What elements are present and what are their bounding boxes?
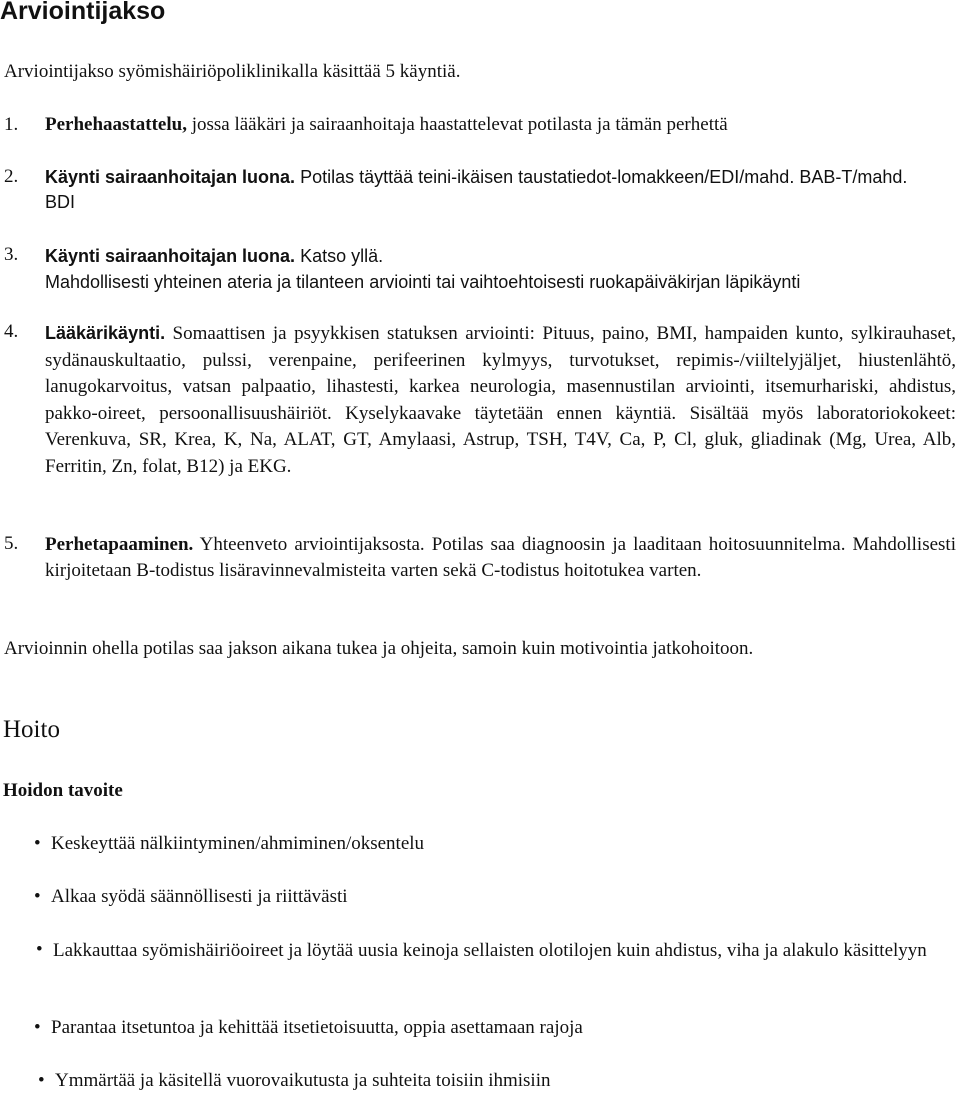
bullet-text-5: Ymmärtää ja käsitellä vuorovaikutusta ja suhteita toisiin ihmisiin	[55, 1070, 551, 1091]
bullet-dot: •	[36, 939, 43, 960]
step-4-heading: Lääkärikäynti.	[45, 323, 166, 343]
step-5-number: 5.	[4, 533, 19, 554]
intro-text: Arviointijakso syömishäiriöpoliklinikalla käsittää 5 käyntiä.	[4, 61, 461, 82]
step-3-number: 3.	[4, 244, 19, 265]
step-2-heading: Käynti sairaanhoitajan luona.	[45, 167, 296, 187]
step-5-text: Yhteenveto arviointijaksosta. Potilas saa diagnoosin ja laaditaan hoitosuunnitelma. Mahdollisesti kirjoitetaan B-todistus lisäravinnevalmisteita varten sekä C-todistus hoitotukea varten.	[45, 534, 956, 581]
bullet-text-4: Parantaa itsetuntoa ja kehittää itsetietoisuutta, oppia asettamaan rajoja	[51, 1017, 583, 1038]
step-1-number: 1.	[4, 114, 19, 135]
bullet-text-2: Alkaa syödä säännöllisesti ja riittävästi	[51, 886, 348, 907]
step-1-heading: Perhehaastattelu,	[45, 114, 187, 135]
step-2-text: Potilas täyttää teini-ikäisen taustatiedot-lomakkeen/EDI/mahd. BAB-T/mahd. BDI	[45, 167, 908, 212]
step-1-text: jossa lääkäri ja sairaanhoitaja haastattelevat potilasta ja tämän perhettä	[186, 114, 728, 135]
step-4-text: Somaattisen ja psyykkisen statuksen arviointi: Pituus, paino, BMI, hampaiden kunto, sylkirauhaset, sydänauskultaatio, pulssi, verenpaine, perifeerinen kylmyys, turvotukset, repimis-/viiltelyjäljet, hiustenlähtö, lanugokarvoitus, vatsan palpaatio, lihastesti, karkea neurologia, masennustilan arviointi, itsemurhariski, ahdistus, pakko-oireet, persoonallisuushäiriöt. Kyselykaavake täytetään ennen käyntiä. Sisältää myös laboratoriokokeet: Verenkuva, SR, Krea, K, Na, ALAT, GT, Amylaasi, Astrup, TSH, T4V, Ca, P, Cl, gluk, gliadinak (Mg, Urea, Alb, Ferritin, Zn, folat, B12) ja EKG.	[45, 323, 956, 477]
bullet-dot: •	[34, 1017, 41, 1038]
subsection-title: Hoidon tavoite	[3, 780, 123, 801]
bullet-dot: •	[34, 833, 41, 854]
page-title: Arviointijakso	[0, 0, 166, 25]
step-4	[4, 320, 956, 480]
bullet-item-2	[34, 884, 958, 910]
step-3-heading: Käynti sairaanhoitajan luona.	[45, 246, 296, 266]
step-3-text: Katso yllä.	[295, 246, 384, 266]
step-5	[4, 532, 956, 584]
step-2	[4, 165, 934, 215]
bullet-dot: •	[38, 1070, 45, 1091]
bullet-text-3: Lakkauttaa syömishäiriöoireet ja löytää uusia keinoja sellaisten olotilojen kuin ahdistus, viha ja alakulo käsittelyyn	[53, 940, 927, 961]
step-5-heading: Perhetapaaminen.	[45, 534, 194, 555]
bullet-dot: •	[34, 886, 41, 907]
section-title-hoito: Hoito	[3, 716, 60, 743]
step-2-number: 2.	[4, 166, 19, 187]
closing-text: Arvioinnin ohella potilas saa jakson aikana tukea ja ohjeita, samoin kuin motivointia jatkohoitoon.	[4, 638, 754, 659]
bullet-item-3	[36, 937, 958, 964]
bullet-item-5	[38, 1068, 960, 1094]
step-3-line2: Mahdollisesti yhteinen ateria ja tilanteen arviointi tai vaihtoehtoisesti ruokapäiväkirjan läpikäynti	[45, 272, 801, 292]
step-3	[4, 243, 956, 295]
step-4-number: 4.	[4, 321, 19, 342]
step-1	[4, 113, 956, 138]
bullet-text-1: Keskeyttää nälkiintyminen/ahmiminen/oksentelu	[51, 833, 425, 854]
bullet-item-1	[34, 831, 958, 857]
bullet-item-4	[34, 1015, 958, 1041]
